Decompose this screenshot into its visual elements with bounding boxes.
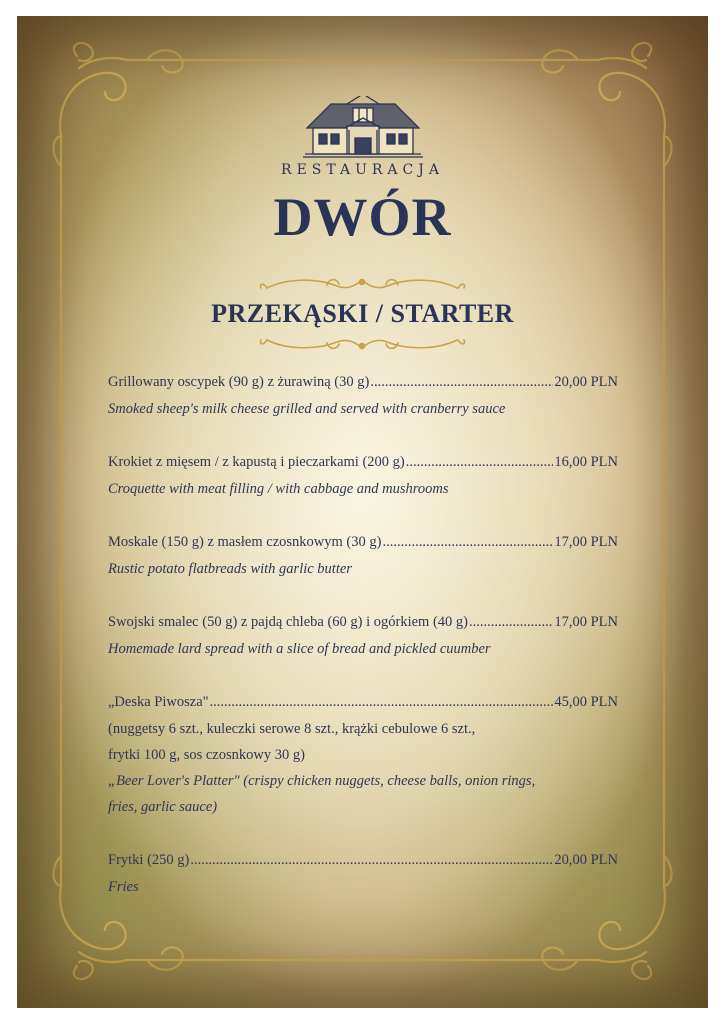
- dot-leader: [370, 368, 553, 396]
- item-price: 16,00 PLN: [554, 454, 618, 470]
- item-description: Homemade lard spread with a slice of bread and pickled cuumber: [108, 641, 491, 657]
- item-price: 20,00 PLN: [554, 852, 618, 868]
- menu-page: [17, 16, 708, 1008]
- menu-item: [108, 688, 618, 820]
- item-name: Grillowany oscypek (90 g) z żurawiną (30 g): [108, 374, 370, 390]
- ornament-divider-icon: [257, 332, 468, 354]
- menu-item: [108, 608, 618, 662]
- manor-house-icon: [303, 96, 423, 158]
- dot-leader: [210, 688, 554, 716]
- dot-leader: [469, 608, 553, 636]
- item-name: Swojski smalec (50 g) z pajdą chleba (60 g) i ogórkiem (40 g): [108, 614, 468, 630]
- item-details: (nuggetsy 6 szt., kuleczki serowe 8 szt., krążki cebulowe 6 szt.,: [108, 721, 476, 737]
- item-description: Croquette with meat filling / with cabbage and mushrooms: [108, 481, 449, 497]
- menu-item: [108, 846, 618, 900]
- item-description: Rustic potato flatbreads with garlic butter: [108, 561, 352, 577]
- menu-item: [108, 448, 618, 502]
- item-price: 20,00 PLN: [554, 374, 618, 390]
- item-price: 45,00 PLN: [554, 694, 618, 710]
- ornament-divider-icon: [257, 274, 468, 296]
- section-title: PRZEKĄSKI / STARTER: [211, 299, 514, 328]
- item-description: „Beer Lover's Platter" (crispy chicken nuggets, cheese balls, onion rings,: [108, 773, 536, 789]
- item-price: 17,00 PLN: [554, 534, 618, 550]
- item-details: frytki 100 g, sos czosnkowy 30 g): [108, 747, 305, 763]
- item-name: Krokiet z mięsem / z kapustą i pieczarkami (200 g): [108, 454, 405, 470]
- item-name: Moskale (150 g) z masłem czosnkowym (30 g): [108, 534, 382, 550]
- menu-item: [108, 368, 618, 422]
- dot-leader: [406, 448, 554, 476]
- dot-leader: [382, 528, 553, 556]
- item-name: „Deska Piwosza": [108, 694, 209, 710]
- logo: [17, 96, 708, 162]
- item-name: Frytki (250 g): [108, 852, 190, 868]
- item-description: Smoked sheep's milk cheese grilled and served with cranberry sauce: [108, 401, 506, 417]
- menu-item: [108, 528, 618, 582]
- brand-name: DWÓR: [273, 187, 452, 247]
- item-description: fries, garlic sauce): [108, 799, 218, 815]
- brand-top-word: RESTAURACJA: [281, 162, 444, 178]
- item-price: 17,00 PLN: [554, 614, 618, 630]
- menu-list: [108, 368, 618, 900]
- item-description: Fries: [108, 879, 139, 895]
- dot-leader: [190, 846, 553, 874]
